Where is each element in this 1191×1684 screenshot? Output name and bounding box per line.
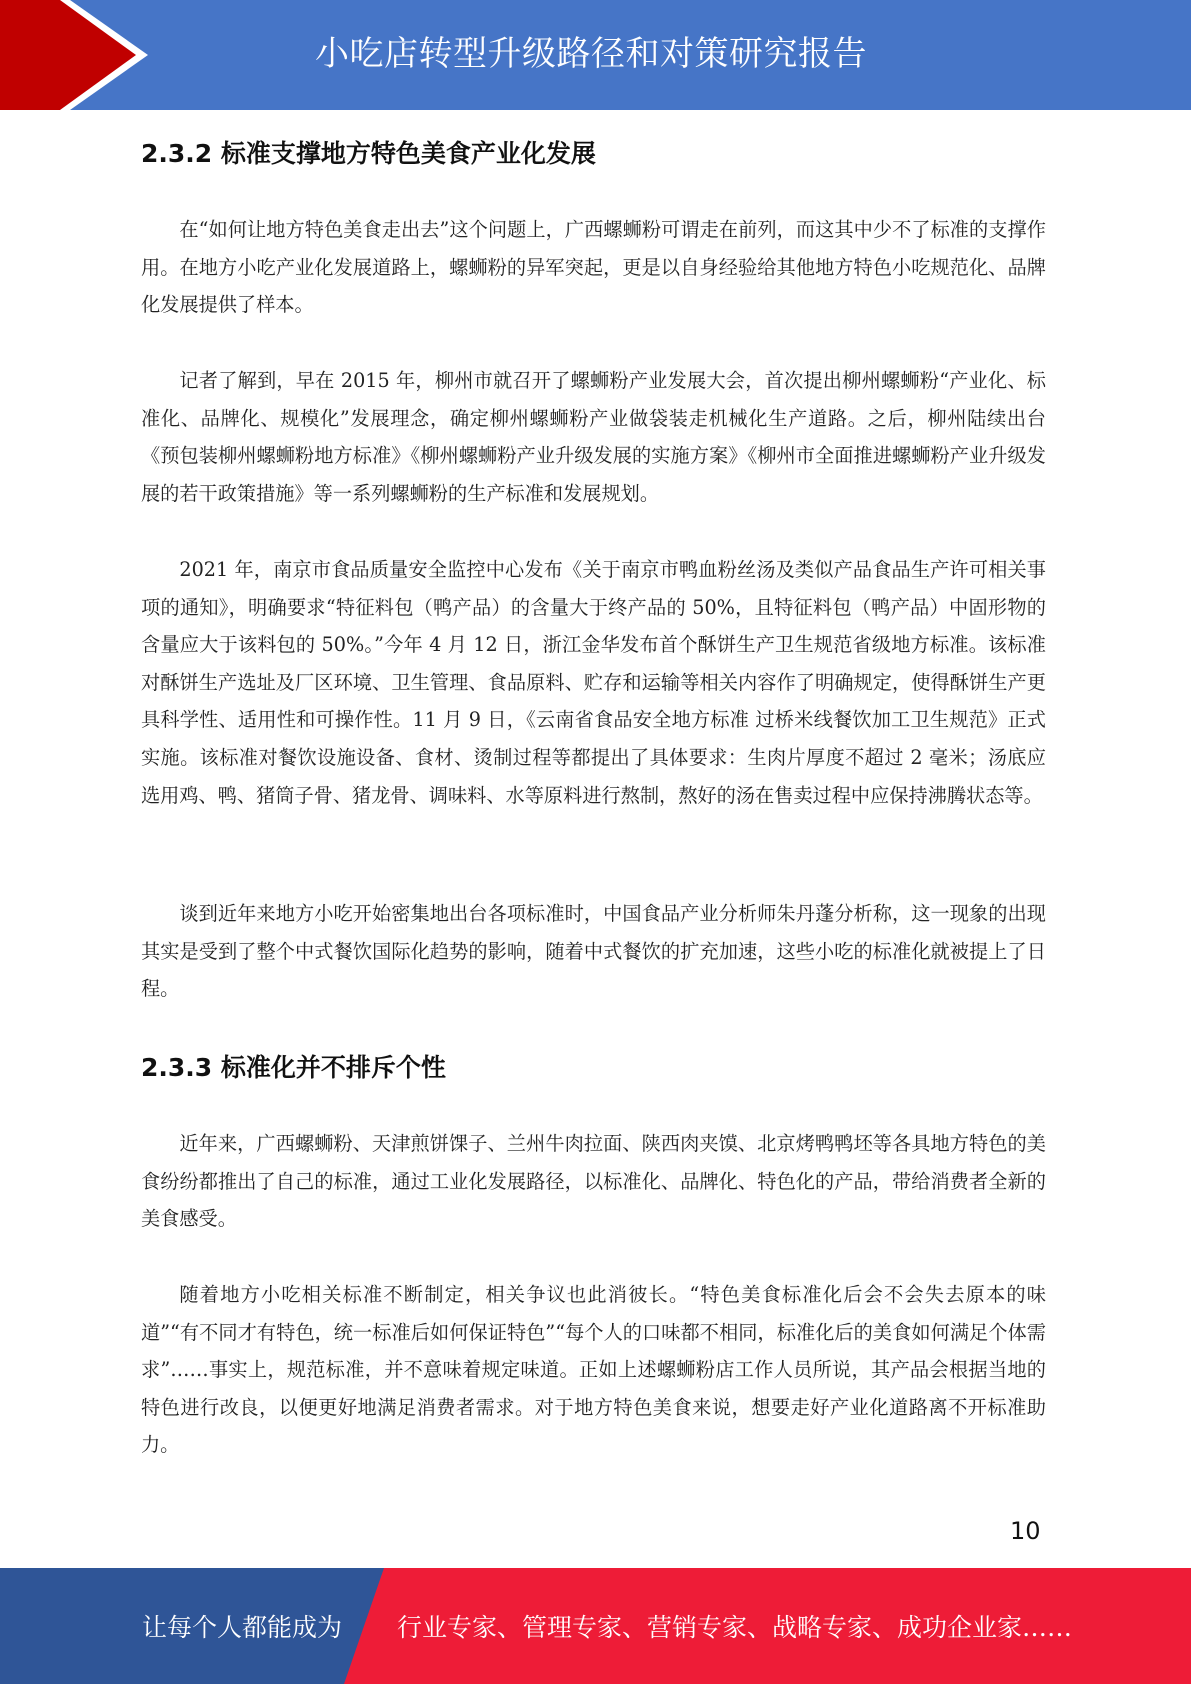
section-heading: 2.3.2 标准支撑地方特色美食产业化发展: [141, 139, 596, 168]
paragraph: 近年来，广西螺蛳粉、天津煎饼馃子、兰州牛肉拉面、陕西肉夹馍、北京烤鸭鸭坯等各具地方特色的美食纷纷都推出了自己的标准，通过工业化发展路径，以标准化、品牌化、特色化的产品，带给消费者全新的美食感受。: [141, 1132, 1046, 1231]
paragraph: 2021 年，南京市食品质量安全监控中心发布《关于南京市鸭血粉丝汤及类似产品食品生产许可相关事项的通知》，明确要求“特征料包（鸭产品）的含量大于终产品的 50%，且特征料包（鸭产品）中固形物的含量应大于该料包的 50%。”今年 4 月 12 日，浙江金华发布首个酥饼生产卫生规范省级地方标准。该标准对酥饼生产选址及厂区环境、卫生管理、食品原料、贮存和运输等相关内容作了明确规定，使得酥饼生产更具科学性、适用性和可操作性。11 月 9 日，《云南省食品安全地方标准 过桥米线餐饮加工卫生规范》正式实施。该标准对餐饮设施设备、食材、烫制过程等都提出了具体要求：生肉片厚度不超过 2 毫米；汤底应选用鸡、鸭、猪筒子骨、猪龙骨、调味料、水等原料进行熬制，熬好的汤在售卖过程中应保持沸腾状态等。: [141, 558, 1046, 807]
page-number: 10: [1010, 1517, 1041, 1545]
paragraph: 记者了解到，早在 2015 年，柳州市就召开了螺蛳粉产业发展大会，首次提出柳州螺蛳粉“产业化、标准化、品牌化、规模化”发展理念，确定柳州螺蛳粉产业做袋装走机械化生产道路。之后，柳州陆续出台《预包装柳州螺蛳粉地方标准》《柳州螺蛳粉产业升级发展的实施方案》《柳州市全面推进螺蛳粉产业升级发展的若干政策措施》等一系列螺蛳粉的生产标准和发展规划。: [141, 369, 1046, 505]
footer-slogan-left: 让每个人都能成为: [142, 1613, 343, 1642]
page-footer: [0, 1568, 1191, 1684]
chevron-decoration: [0, 0, 200, 110]
report-title: 小吃店转型升级路径和对策研究报告: [315, 34, 867, 74]
paragraph: 随着地方小吃相关标准不断制定，相关争议也此消彼长。“特色美食标准化后会不会失去原本的味道”“有不同才有特色，统一标准后如何保证特色”“每个人的口味都不相同，标准化后的美食如何满足个体需求”……事实上，规范标准，并不意味着规定味道。正如上述螺蛳粉店工作人员所说，其产品会根据当地的特色进行改良，以便更好地满足消费者需求。对于地方特色美食来说，想要走好产业化道路离不开标准助力。: [141, 1283, 1046, 1457]
page-header: [0, 0, 1191, 110]
paragraph: 在“如何让地方特色美食走出去”这个问题上，广西螺蛳粉可谓走在前列，而这其中少不了标准的支撑作用。在地方小吃产业化发展道路上，螺蛳粉的异军突起，更是以自身经验给其他地方特色小吃规范化、品牌化发展提供了样本。: [141, 218, 1046, 317]
footer-slogan-right: 行业专家、管理专家、营销专家、战略专家、成功企业家……: [397, 1613, 1073, 1642]
section-heading: 2.3.3 标准化并不排斥个性: [141, 1053, 446, 1082]
paragraph: 谈到近年来地方小吃开始密集地出台各项标准时，中国食品产业分析师朱丹蓬分析称，这一现象的出现其实是受到了整个中式餐饮国际化趋势的影响，随着中式餐饮的扩充加速，这些小吃的标准化就被提上了日程。: [141, 902, 1046, 1001]
